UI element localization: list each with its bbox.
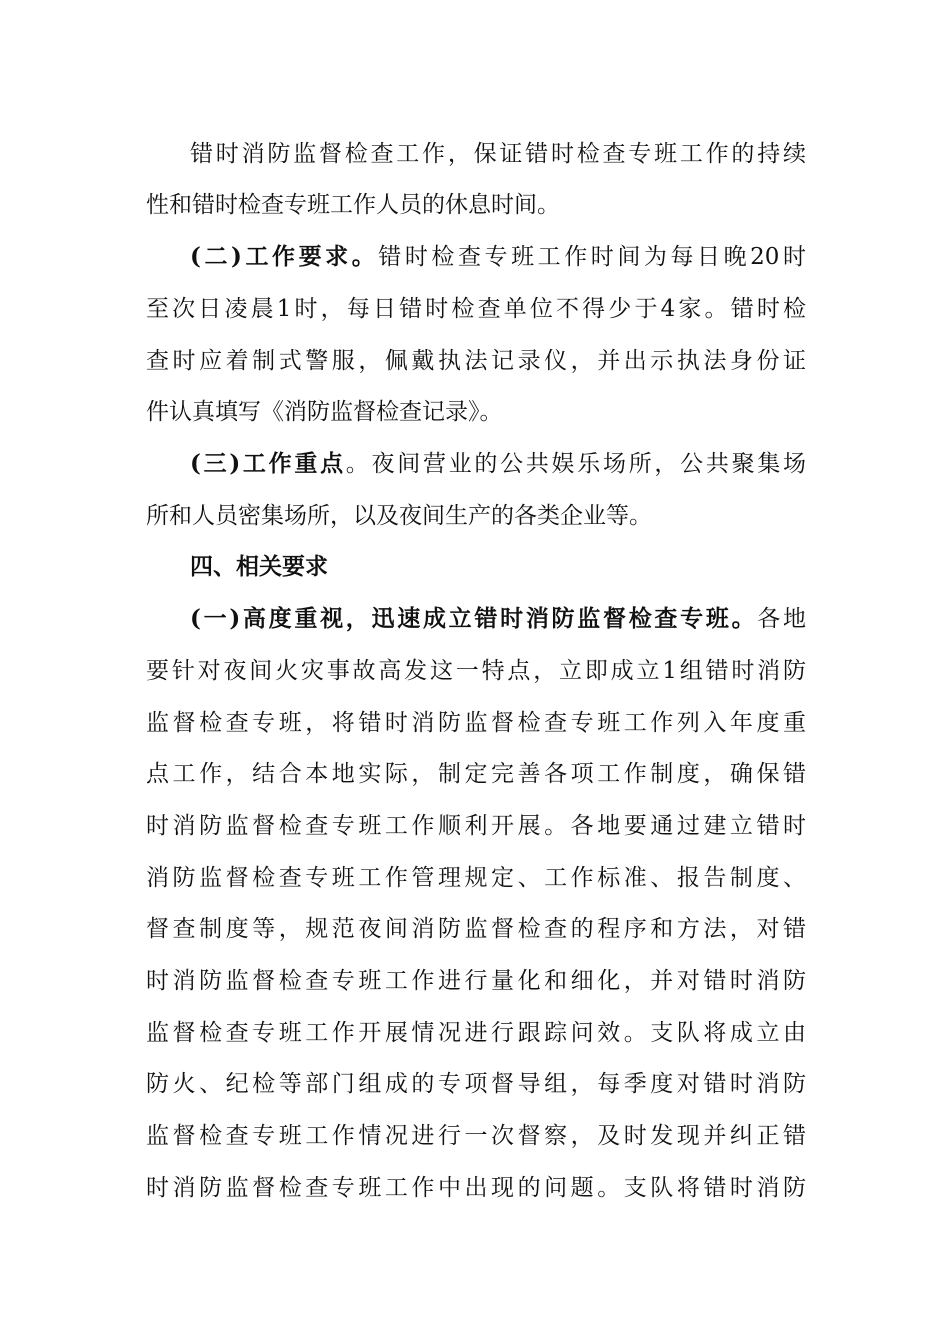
text-line: 监督检查专班工作情况进行一次督察，及时发现并纠正错: [146, 1123, 806, 1149]
text-line: 错时消防监督检查工作，保证错时检查专班工作的持续: [190, 141, 806, 167]
section-heading: (二)工作要求。: [190, 243, 379, 270]
text-line: 时消防监督检查专班工作中出现的问题。支队将错时消防: [146, 1175, 806, 1201]
text-line: 防火、纪检等部门组成的专项督导组，每季度对错时消防: [146, 1071, 806, 1097]
chapter-heading: 四、相关要求: [190, 553, 328, 580]
section-heading: (三)工作重点: [190, 450, 346, 477]
text-line: 查时应着制式警服，佩戴执法记录仪，并出示执法身份证: [146, 348, 806, 374]
text-line: 时消防监督检查专班工作顺利开展。各地要通过建立错时: [146, 813, 806, 839]
text-line: 至次日凌晨1时，每日错时检查单位不得少于4家。错时检: [146, 296, 806, 322]
section-heading: (一)高度重视，迅速成立错时消防监督检查专班。: [190, 605, 758, 632]
line-text: 。夜间营业的公共娱乐场所，公共聚集场: [345, 451, 807, 477]
text-line: 点工作，结合本地实际，制定完善各项工作制度，确保错: [146, 761, 806, 787]
line-text: 各地: [757, 606, 806, 632]
text-line: 监督检查专班工作开展情况进行跟踪问效。支队将成立由: [146, 1020, 806, 1046]
text-line: 督查制度等，规范夜间消防监督检查的程序和方法，对错: [146, 916, 806, 942]
text-line: 监督检查专班，将错时消防监督检查专班工作列入年度重: [146, 710, 806, 736]
text-line: 件认真填写《消防监督检查记录》。: [146, 399, 503, 425]
text-line: 性和错时检查专班工作人员的休息时间。: [146, 192, 560, 218]
text-line: [190, 237, 806, 277]
text-line: 所和人员密集场所，以及夜间生产的各类企业等。: [146, 503, 652, 529]
text-line: [190, 444, 806, 484]
line-text: 错时检查专班工作时间为每日晚20时: [378, 244, 806, 270]
text-line: [190, 547, 806, 587]
text-line: 要针对夜间火灾事故高发这一特点，立即成立1组错时消防: [146, 658, 806, 684]
text-line: [190, 599, 806, 639]
text-line: 时消防监督检查专班工作进行量化和细化，并对错时消防: [146, 968, 806, 994]
text-line: 消防监督检查专班工作管理规定、工作标准、报告制度、: [146, 865, 806, 891]
